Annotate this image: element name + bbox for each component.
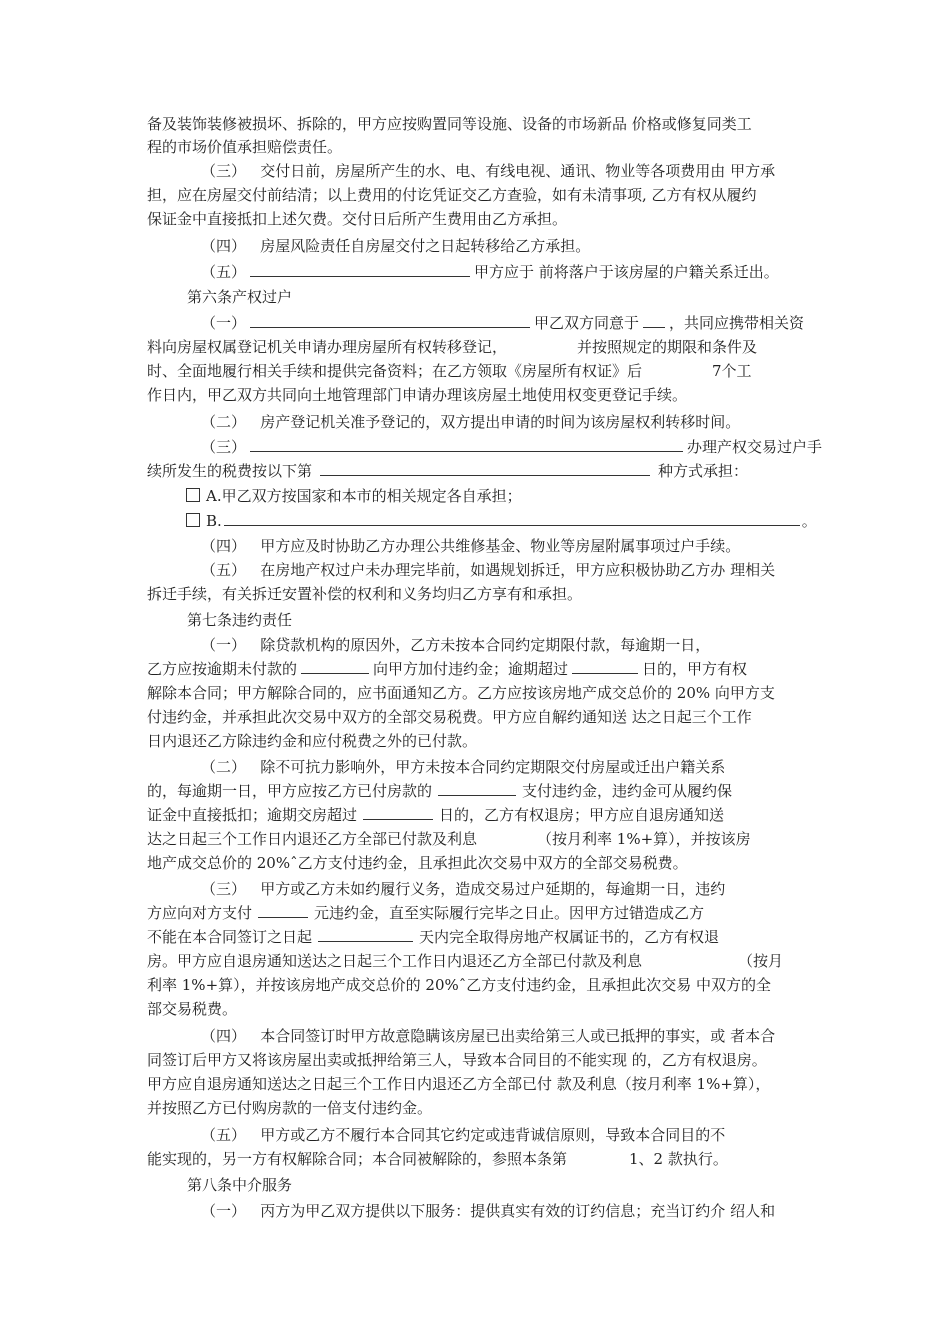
blank-field bbox=[224, 510, 800, 526]
text-line: （四） 甲方应及时协助乙方办理公共维修基金、物业等房屋附属事项过户手续。 bbox=[201, 537, 741, 555]
blank-field bbox=[438, 780, 516, 796]
text-line: （五） 甲方应于 前将落户于该房屋的户籍关系迁出。 bbox=[201, 263, 779, 281]
text-line: （五） 在房地产权过户未办理完毕前，如遇规划拆迁，甲方应积极协助乙方办 理相关 bbox=[201, 561, 776, 579]
text-line: （一） 丙方为甲乙双方提供以下服务：提供真实有效的订约信息；充当订约介 绍人和 bbox=[201, 1202, 776, 1220]
text-line: 备及装饰装修被损坏、拆除的，甲方应按购置同等设施、设备的市场新品 价格或修复同类工 bbox=[147, 115, 752, 133]
blank-field bbox=[643, 312, 665, 328]
article-heading: 第六条产权过户 bbox=[187, 288, 293, 306]
blank-field bbox=[258, 902, 308, 918]
option-b: B. 。 bbox=[186, 510, 817, 532]
text-line: 程的市场价值承担赔偿责任。 bbox=[147, 138, 343, 156]
text-line: （四） 房屋风险责任自房屋交付之日起转移给乙方承担。 bbox=[201, 237, 591, 255]
text-line: 的，每逾期一日，甲方应按乙方已付房款的 支付违约金，违约金可从履约保 bbox=[147, 782, 733, 800]
text-line: 时、全面地履行相关手续和提供完备资料；在乙方领取《房屋所有权证》后 7个工 bbox=[147, 362, 752, 380]
text-line: 付违约金，并承担此次交易中双方的全部交易税费。甲方应自解约通知送 达之日起三个工作 bbox=[147, 708, 752, 726]
blank-field bbox=[318, 926, 413, 942]
text-line: （三） 办理产权交易过户手 bbox=[201, 438, 823, 456]
checkbox bbox=[186, 488, 200, 502]
article-heading: 第八条中介服务 bbox=[187, 1176, 293, 1194]
blank-field bbox=[250, 436, 683, 452]
blank-field bbox=[320, 460, 650, 476]
text-line: 并按照乙方已付购房款的一倍支付违约金。 bbox=[147, 1099, 433, 1117]
text-line: 日内退还乙方除违约金和应付税费之外的已付款。 bbox=[147, 732, 478, 750]
blank-field bbox=[363, 804, 433, 820]
text-line: 利率 1%+算），并按该房地产成交总价的 20%ˆ乙方支付违约金，且承担此次交易 中双方的全 bbox=[147, 976, 772, 994]
blank-field bbox=[301, 658, 369, 674]
text-line: 料向房屋权属登记机关申请办理房屋所有权转移登记， 并按照规定的期限和条件及 bbox=[147, 338, 758, 356]
text-line: 担，应在房屋交付前结清；以上费用的付讫凭证交乙方查验，如有未清事项, 乙方有权从履约 bbox=[147, 186, 757, 204]
text-line: 方应向对方支付 元违约金，直至实际履行完毕之日止。因甲方过错造成乙方 bbox=[147, 904, 705, 922]
text-line: 续所发生的税费按以下第 种方式承担： bbox=[147, 462, 749, 480]
text-line: （四） 本合同签订时甲方故意隐瞒该房屋已出卖给第三人或已抵押的事实，或 者本合 bbox=[201, 1027, 776, 1045]
text-line: （一） 除贷款机构的原因外，乙方未按本合同约定期限付款，每逾期一日， bbox=[201, 636, 711, 654]
text-line: 部交易税费。 bbox=[147, 1000, 238, 1018]
blank-field bbox=[250, 261, 470, 277]
text-line: （三） 交付日前，房屋所产生的水、电、有线电视、通讯、物业等各项费用由 甲方承 bbox=[201, 162, 776, 180]
checkbox bbox=[186, 513, 200, 527]
text-line: 乙方应按逾期未付款的 向甲方加付违约金；逾期超过 日的，甲方有权 bbox=[147, 660, 748, 678]
text-line: 达之日起三个工作日内退还乙方全部已付款及利息 （按月利率 1%+算），并按该房 bbox=[147, 830, 751, 848]
text-line: （三） 甲方或乙方未如约履行义务，造成交易过户延期的，每逾期一日，违约 bbox=[201, 880, 726, 898]
text-line: 保证金中直接抵扣上述欠费。交付日后所产生费用由乙方承担。 bbox=[147, 210, 568, 228]
text-line: （五） 甲方或乙方不履行本合同其它约定或违背诚信原则，导致本合同目的不 bbox=[201, 1126, 726, 1144]
text-line: 同签订后甲方又将该房屋出卖或抵押给第三人，导致本合同目的不能实现 的，乙方有权退房。 bbox=[147, 1051, 767, 1069]
text-line: （二） 房产登记机关准予登记的，双方提出申请的时间为该房屋权利转移时间。 bbox=[201, 413, 741, 431]
text-line: 地产成交总价的 20%ˆ乙方支付违约金，且承担此次交易中双方的全部交易税费。 bbox=[147, 854, 688, 872]
text-line: 拆迁手续，有关拆迁安置补偿的权利和义务均归乙方享有和承担。 bbox=[147, 585, 583, 603]
text-line: 能实现的，另一方有权解除合同；本合同被解除的，参照本条第 1、2 款执行。 bbox=[147, 1150, 728, 1168]
blank-field bbox=[572, 658, 638, 674]
blank-field bbox=[250, 312, 530, 328]
text-line: 作日内，甲乙双方共同向土地管理部门申请办理该房屋土地使用权变更登记手续。 bbox=[147, 386, 688, 404]
text-line: （一） 甲乙双方同意于 ，共同应携带相关资 bbox=[201, 314, 805, 332]
article-heading: 第七条违约责任 bbox=[187, 611, 293, 629]
text-line: 甲方应自退房通知送达之日起三个工作日内退还乙方全部已付 款及利息（按月利率 1%+算）， bbox=[147, 1075, 771, 1093]
text-line: 解除本合同；甲方解除合同的，应书面通知乙方。乙方应按该房地产成交总价的 20% 向甲方支 bbox=[147, 684, 775, 702]
text-line: （二） 除不可抗力影响外，甲方未按本合同约定期限交付房屋或迁出户籍关系 bbox=[201, 758, 726, 776]
text-line: 不能在本合同签订之日起 天内完全取得房地产权属证书的，乙方有权退 bbox=[147, 928, 720, 946]
text-line: 房。甲方应自退房通知送达之日起三个工作日内退还乙方全部已付款及利息 （按月 bbox=[147, 952, 784, 970]
option-a: A.甲乙双方按国家和本市的相关规定各自承担； bbox=[186, 485, 522, 507]
text-line: 证金中直接抵扣；逾期交房超过 日的，乙方有权退房；甲方应自退房通知送 bbox=[147, 806, 725, 824]
